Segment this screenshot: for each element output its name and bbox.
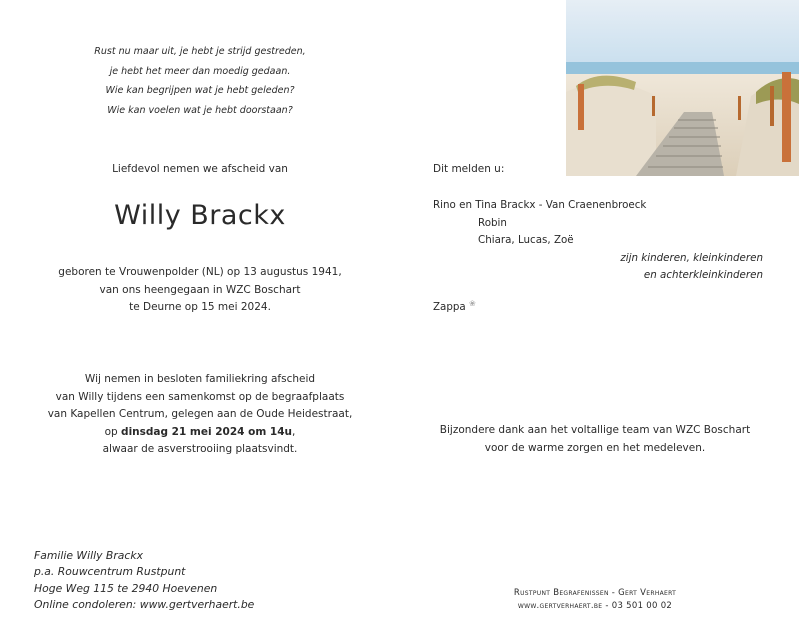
family-grandchildren: Chiara, Lucas, Zoë — [478, 234, 574, 246]
born-line: van ons heengegaan in WZC Boschart — [99, 283, 301, 296]
family-role: zijn kinderen, kleinkinderen — [620, 251, 763, 264]
poem — [60, 42, 340, 120]
born-line: te Deurne op 15 mei 2024. — [129, 301, 271, 313]
ceremony-date: dinsdag 21 mei 2024 om 14u — [121, 425, 293, 438]
pet-label: Zappa — [433, 301, 466, 313]
announce-heading: Dit melden u: — [433, 163, 505, 175]
undertaker-name: Rustpunt Begrafenissen - Gert Verhaert — [513, 588, 677, 598]
ceremony-line: alwaar de asverstrooiing plaatsvindt. — [102, 443, 298, 455]
contact-block — [34, 548, 334, 613]
pet-name — [433, 299, 476, 313]
undertaker-contact: www.gertverhaert.be - 03 501 00 02 — [517, 600, 673, 611]
family-child: Robin — [478, 216, 507, 229]
ceremony-date-prefix: op — [104, 425, 122, 438]
ceremony-date-suffix: , — [292, 425, 296, 438]
ceremony-line: van Willy tijdens een samenkomst op de begraafplaats — [55, 390, 345, 403]
family-list — [433, 197, 773, 285]
thanks-line: Bijzondere dank aan het voltallige team van WZC Boschart — [439, 424, 751, 436]
ceremony-info — [30, 371, 370, 459]
undertaker-info — [460, 587, 730, 612]
ceremony-date-line — [30, 424, 370, 442]
ceremony-line: van Kapellen Centrum, gelegen aan de Oude Heidestraat, — [47, 408, 353, 420]
thanks-line: voor de warme zorgen en het medeleven. — [484, 441, 706, 454]
contact-line: p.a. Rouwcentrum Rustpunt — [34, 565, 186, 579]
family-role: en achterkleinkinderen — [643, 269, 763, 281]
born-line: geboren te Vrouwenpolder (NL) op 13 augustus 1941, — [58, 266, 342, 278]
poem-line: Wie kan voelen wat je hebt doorstaan? — [107, 104, 293, 116]
poem-line: Wie kan begrijpen wat je hebt geleden? — [105, 85, 295, 96]
beach-path-image — [566, 0, 799, 176]
intro-text: Liefdevol nemen we afscheid van — [112, 163, 288, 175]
contact-website[interactable]: Online condoleren: www.gertverhaert.be — [34, 597, 255, 611]
birth-death-info — [40, 264, 360, 317]
contact-line: Hoge Weg 115 te 2940 Hoevenen — [34, 581, 218, 595]
family-parents: Rino en Tina Brackx - Van Craenenbroeck — [433, 199, 647, 211]
poem-line: je hebt het meer dan moedig gedaan. — [109, 65, 291, 77]
beach-path-photo — [566, 0, 799, 176]
poem-line: Rust nu maar uit, je hebt je strijd gestreden, — [94, 46, 306, 57]
ceremony-line: Wij nemen in besloten familiekring afscheid — [84, 373, 316, 385]
paw-icon: ❀ — [469, 299, 476, 308]
thanks-text — [420, 422, 770, 457]
contact-line: Familie Willy Brackx — [34, 549, 143, 562]
deceased-name: Willy Brackx — [114, 200, 286, 231]
